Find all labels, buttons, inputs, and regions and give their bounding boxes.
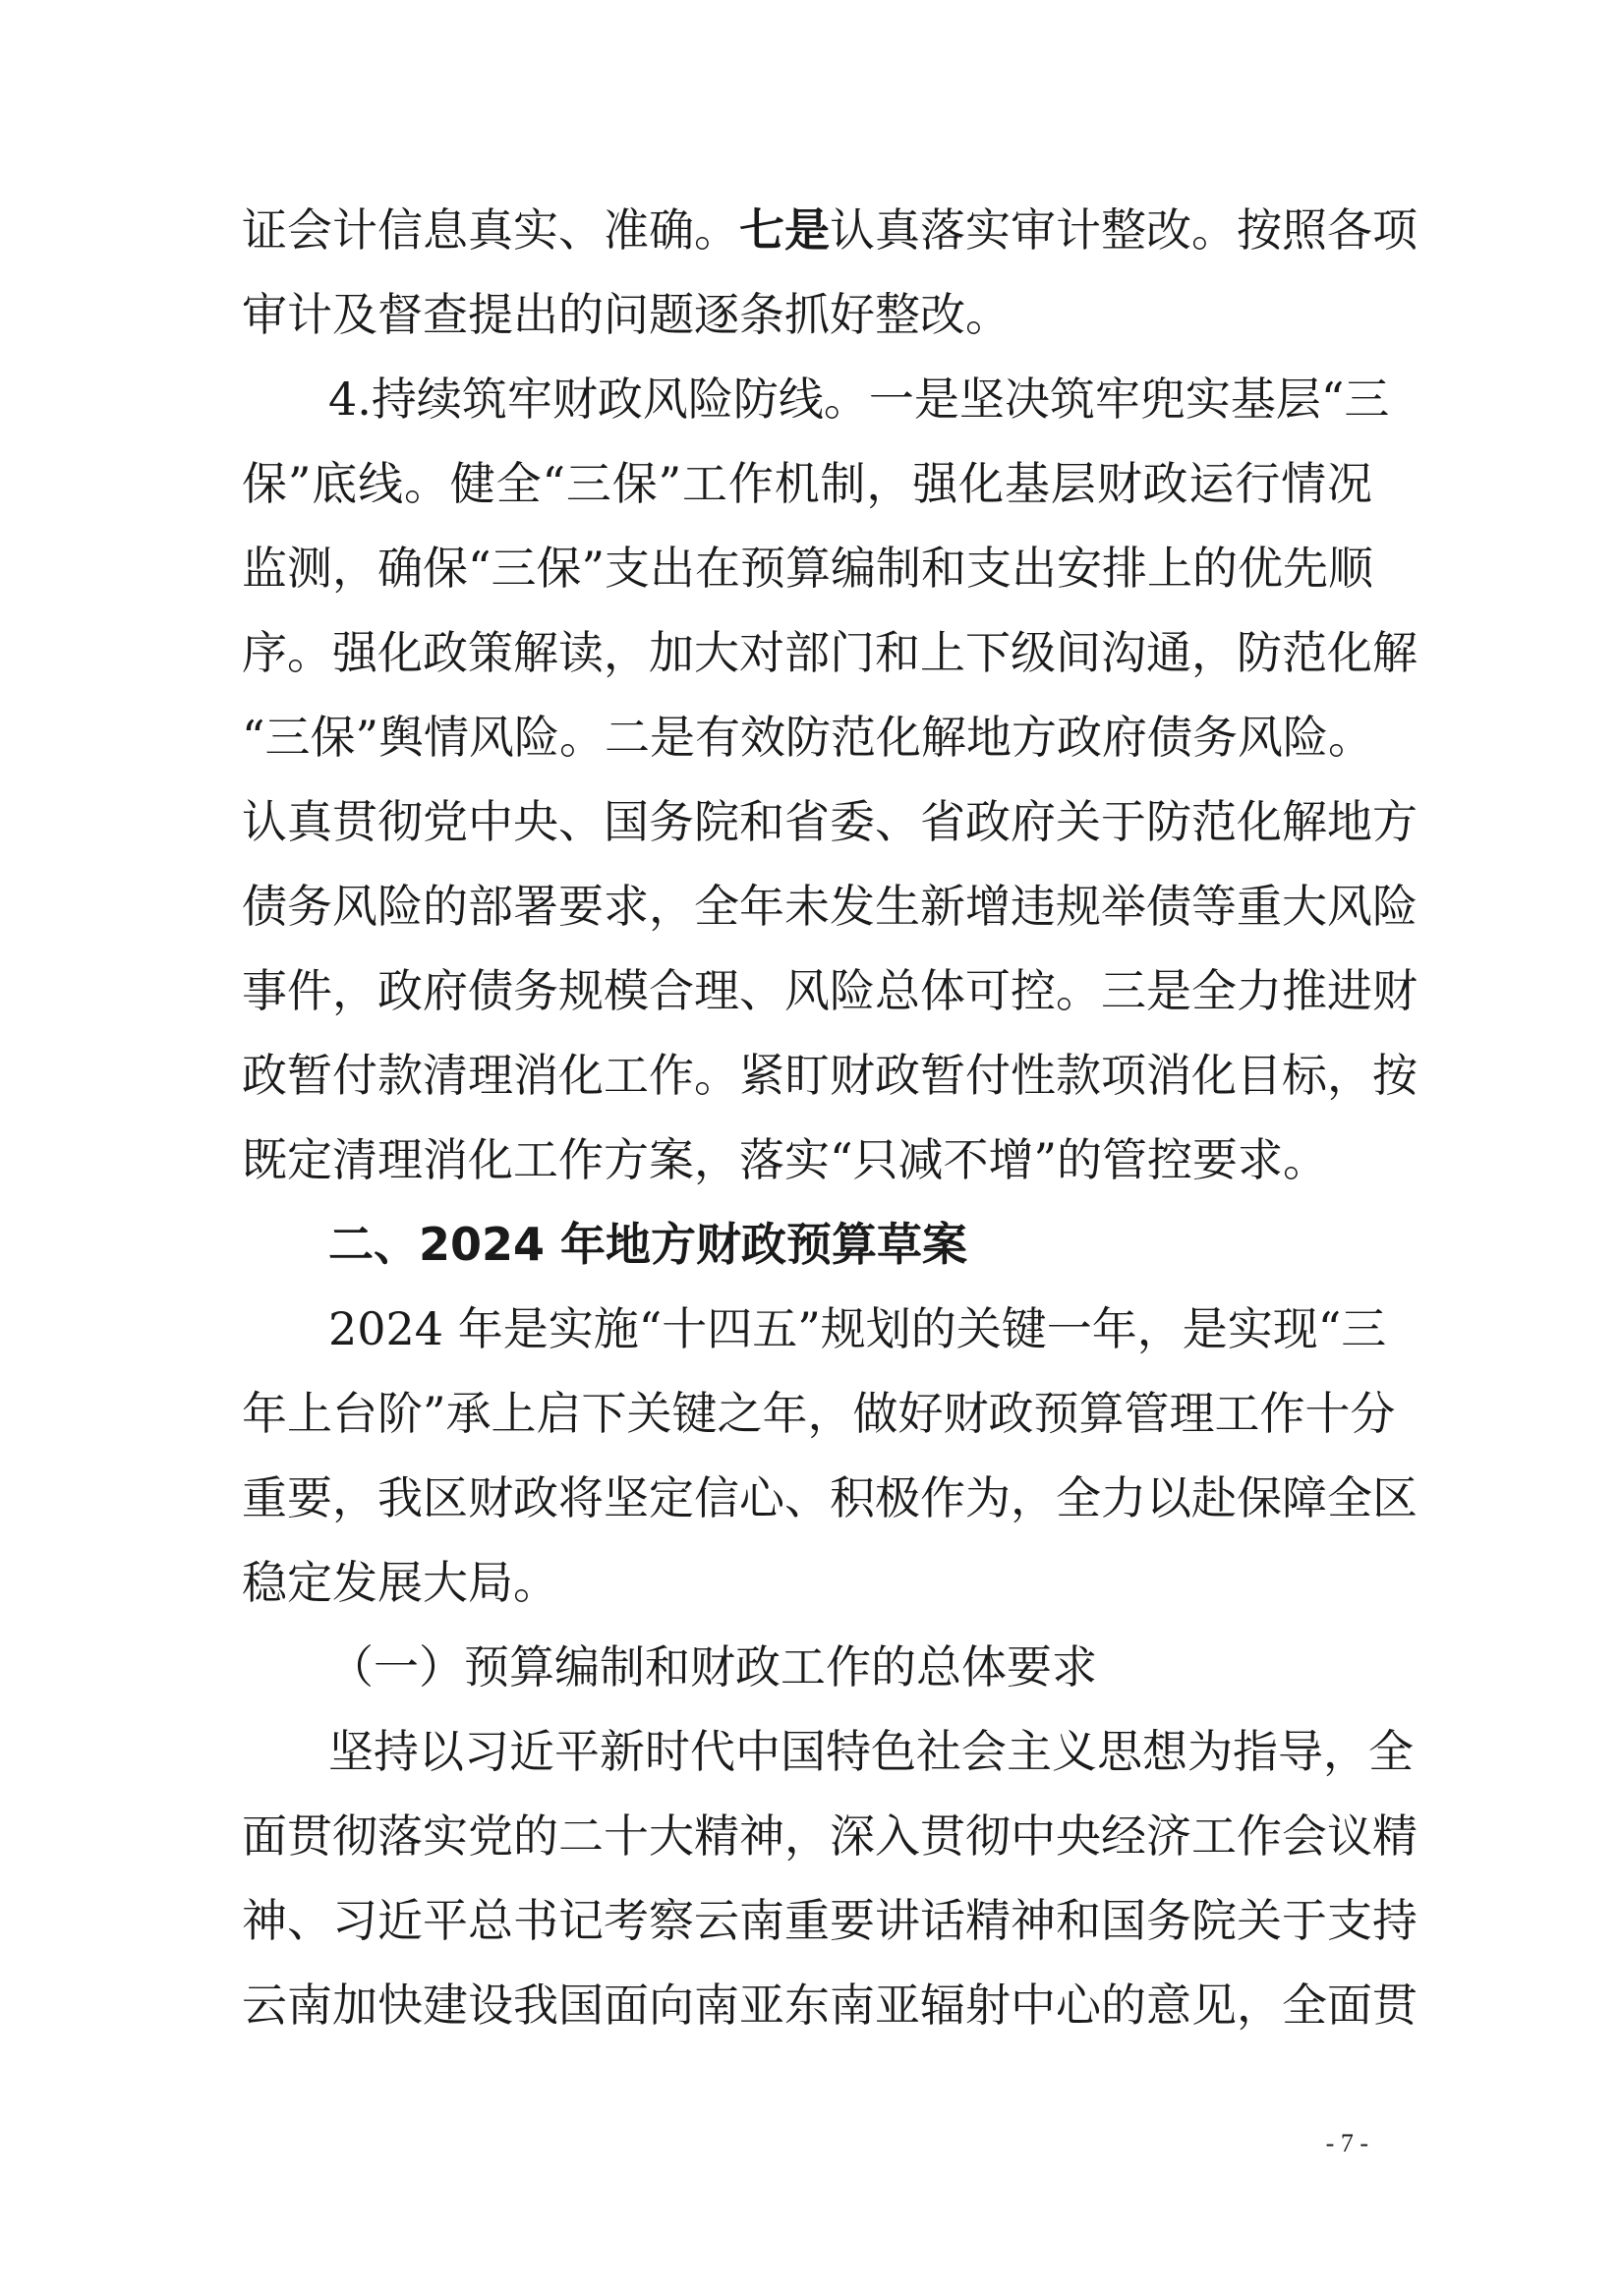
text-line: 神、习近平总书记考察云南重要讲话精神和国务院关于支持 <box>242 1894 1418 1947</box>
text-line: 审计及督查提出的问题逐条抓好整改。 <box>242 288 1011 341</box>
text-line: 年上台阶”承上启下关键之年，做好财政预算管理工作十分 <box>242 1387 1396 1440</box>
text-line: 事件，政府债务规模合理、风险总体可控。三是全力推进财 <box>242 964 1418 1017</box>
text-line: 稳定发展大局。 <box>242 1556 558 1609</box>
text-line: 认真贯彻党中央、国务院和省委、省政府关于防范化解地方 <box>242 795 1418 848</box>
text-line: “三保”舆情风险。二是有效防范化解地方政府债务风险。 <box>242 711 1374 764</box>
text-line: 2024 年是实施“十四五”规划的关键一年，是实现“三 <box>328 1302 1387 1355</box>
text-line: 云南加快建设我国面向南亚东南亚辐射中心的意见，全面贯 <box>242 1979 1418 2032</box>
text-line: 债务风险的部署要求，全年未发生新增违规举债等重大风险 <box>242 880 1418 933</box>
text-line: 保”底线。健全“三保”工作机制，强化基层财政运行情况 <box>242 457 1372 510</box>
text-line: 4.持续筑牢财政风险防线。一是坚决筑牢兜实基层“三 <box>328 373 1390 426</box>
text-segment: 认真落实审计整改。按照各项 <box>830 203 1418 257</box>
text-line: 坚持以习近平新时代中国特色社会主义思想为指导，全 <box>328 1725 1414 1778</box>
bold-text: 七是 <box>739 203 830 257</box>
text-line: 面贯彻落实党的二十大精神，深入贯彻中央经济工作会议精 <box>242 1809 1418 1863</box>
text-segment: 证会计信息真实、准确。 <box>242 203 739 257</box>
subsection-heading: （一）预算编制和财政工作的总体要求 <box>328 1640 1097 1693</box>
text-line: 政暂付款清理消化工作。紧盯财政暂付性款项消化目标，按 <box>242 1049 1418 1102</box>
page-number: - 7 - <box>1325 2129 1368 2157</box>
text-line: 序。强化政策解读，加大对部门和上下级间沟通，防范化解 <box>242 626 1418 679</box>
text-line: 监测，确保“三保”支出在预算编制和支出安排上的优先顺 <box>242 542 1374 595</box>
text-line <box>242 201 1418 259</box>
section-heading: 二、2024 年地方财政预算草案 <box>328 1218 968 1271</box>
text-line: 重要，我区财政将坚定信心、积极作为，全力以赴保障全区 <box>242 1471 1418 1524</box>
text-line: 既定清理消化工作方案，落实“只减不增”的管控要求。 <box>242 1133 1329 1186</box>
